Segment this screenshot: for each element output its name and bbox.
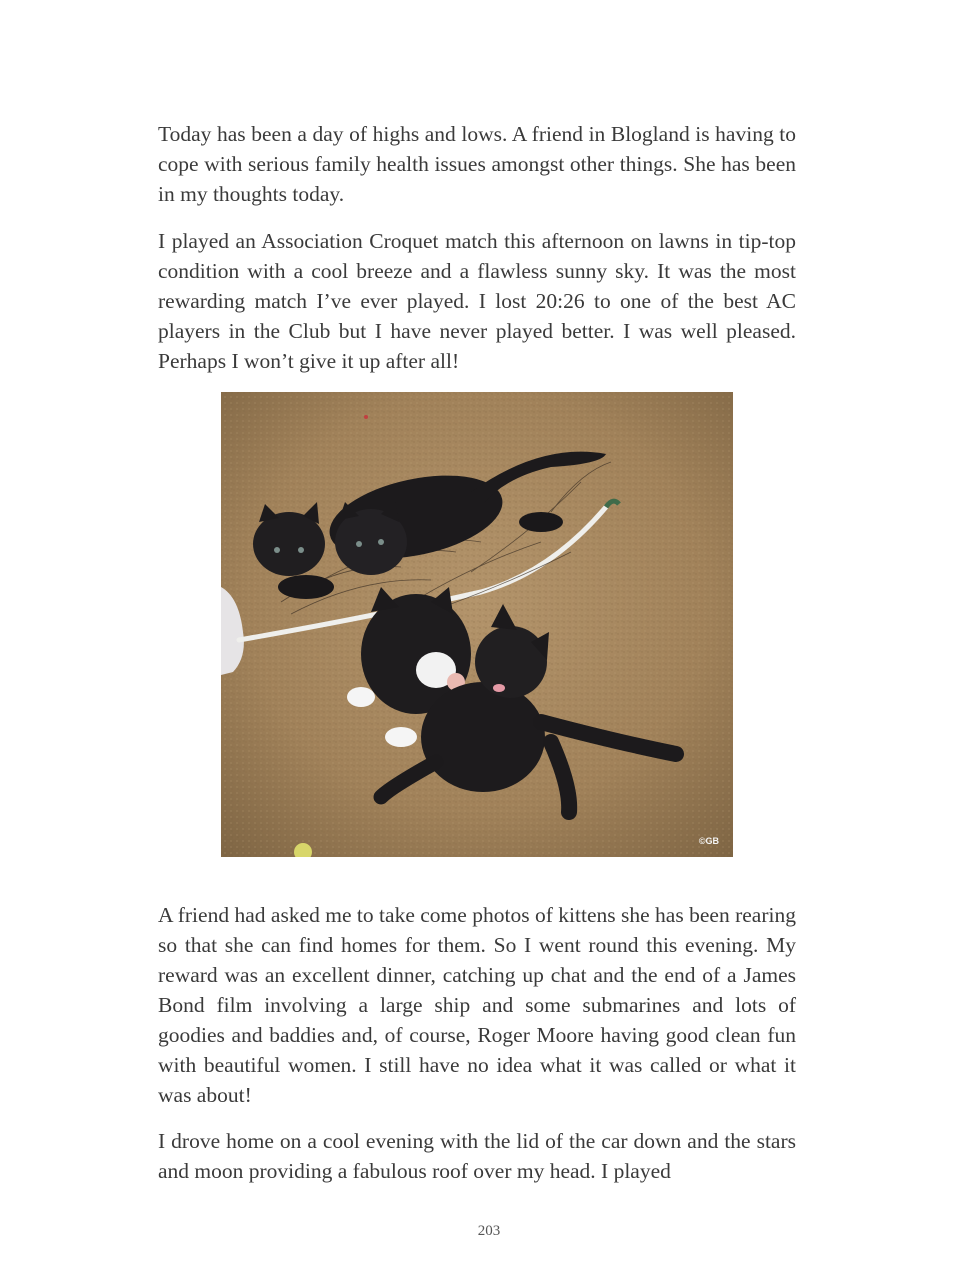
paragraph-4: I drove home on a cool evening with the lid of the car down and the stars and moon providing a fabulous roof over my head. I played (158, 1129, 796, 1183)
page-number: 203 (477, 1223, 501, 1239)
kittens-photo-image (221, 392, 733, 857)
paragraph-3: A friend had asked me to take come photos of kittens she has been rearing so that she can find homes for them. So I went round this evening. My reward was an excellent dinner, catching up chat and the end of a James Bond film involving a large ship and some submarines and lots of goodies and baddies and, of course, Roger Moore having good clean fun with beautiful women. I still have no idea what it was called or what it was about! (158, 903, 796, 1107)
paragraph-1: Today has been a day of highs and lows. A friend in Blogland is having to cope with serious family health issues amongst other things. She has been in my thoughts today. (158, 122, 796, 206)
kittens-photo (221, 392, 733, 857)
paragraph-2: I played an Association Croquet match this afternoon on lawns in tip-top condition with a cool breeze and a flawless sunny sky. It was the most rewarding match I’ve ever played. I lost 20:26 to one of the best AC players in the Club but I have never played better. I was well pleased. Perhaps I won’t give it up after all! (158, 229, 796, 373)
photo-watermark: ©GB (698, 836, 719, 846)
